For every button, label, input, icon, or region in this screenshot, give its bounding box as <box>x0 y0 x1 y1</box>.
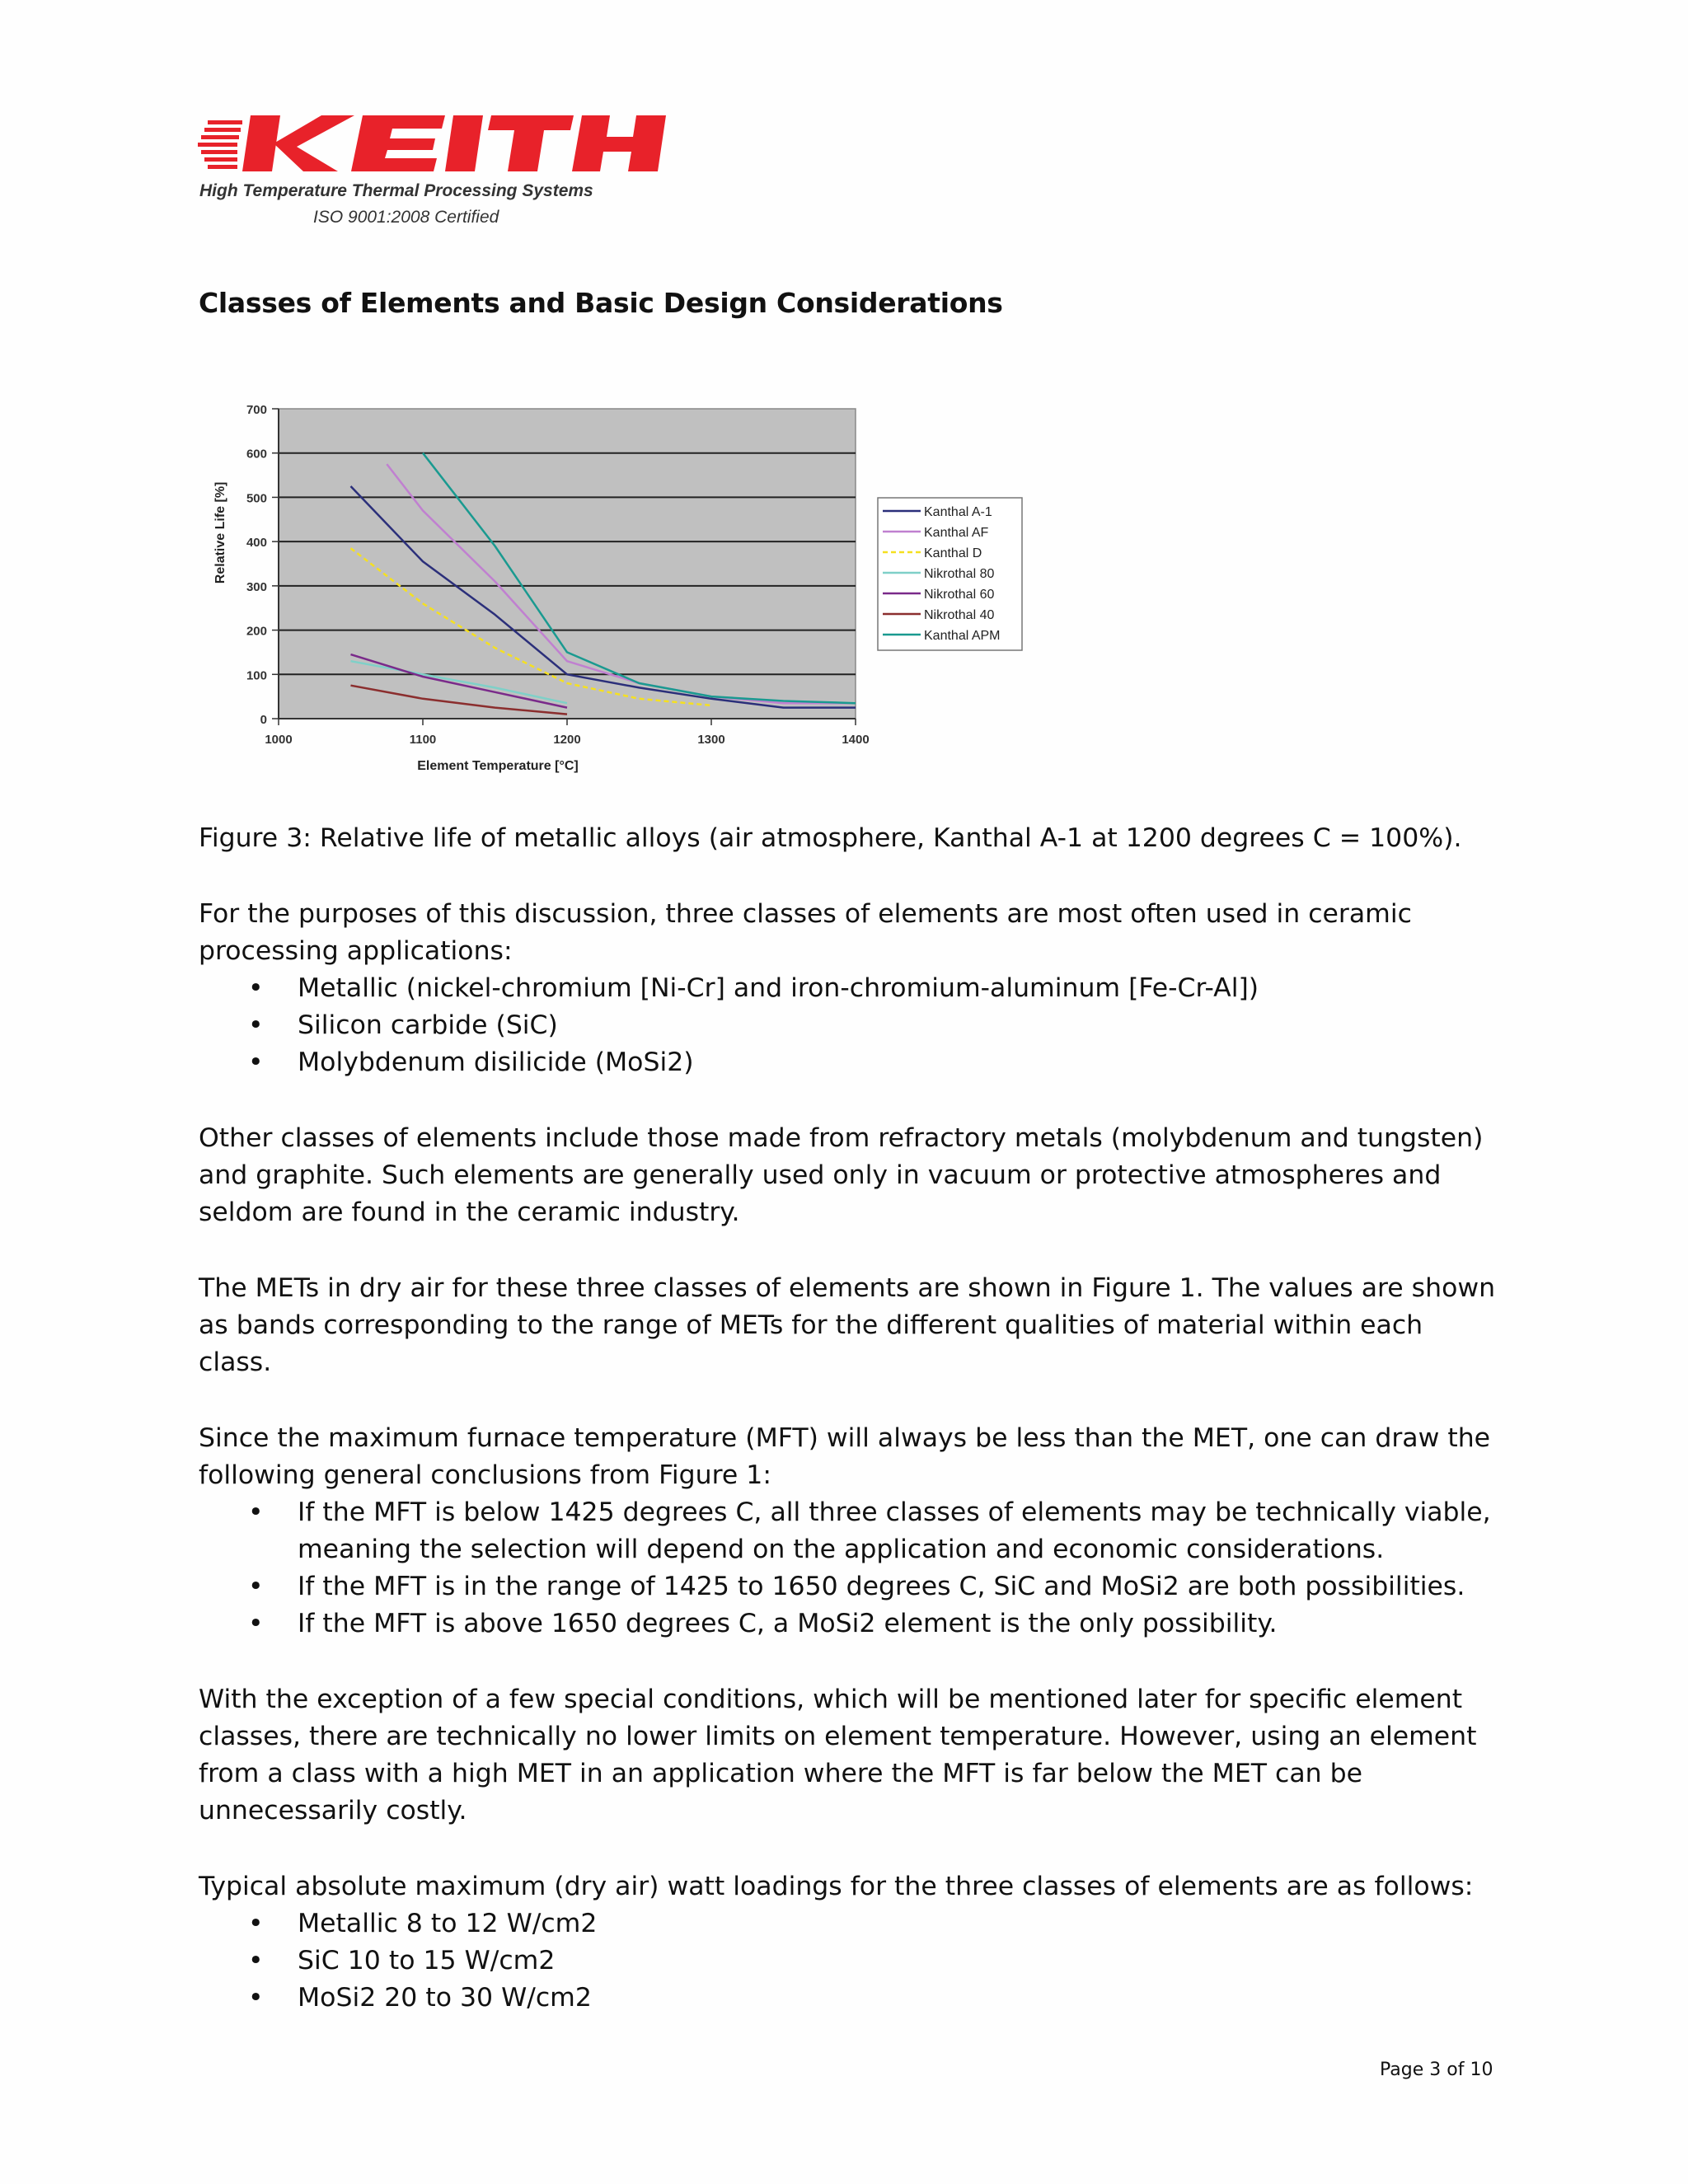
y-tick-label: 300 <box>246 579 267 594</box>
x-tick-label: 1100 <box>409 733 437 747</box>
x-tick-label: 1300 <box>697 733 725 747</box>
x-tick-label: 1400 <box>842 733 870 747</box>
legend-label: Nikrothal 60 <box>924 588 995 602</box>
y-tick-label: 200 <box>246 624 267 639</box>
list-item: • Molybdenum disilicide (MoSi2) <box>199 1044 1501 1081</box>
list-item: • SiC 10 to 15 W/cm2 <box>199 1943 1501 1980</box>
chart-canvas <box>206 394 1039 790</box>
x-tick-label: 1200 <box>553 733 581 747</box>
list-item: • MoSi2 20 to 30 W/cm2 <box>199 1980 1501 2017</box>
legend-label: Kanthal APM <box>924 629 1001 643</box>
y-tick-label: 400 <box>246 536 267 551</box>
y-tick-label: 700 <box>246 403 267 417</box>
list-item: • Silicon carbide (SiC) <box>199 1007 1501 1044</box>
element-classes-list <box>199 970 1501 1081</box>
y-tick-label: 100 <box>246 668 267 683</box>
relative-life-chart <box>206 394 1039 790</box>
document-body <box>199 820 1501 2055</box>
y-tick-label: 600 <box>246 447 267 462</box>
page-heading: Classes of Elements and Basic Design Considerations <box>199 287 1003 319</box>
iso-certification: ISO 9001:2008 Certified <box>313 208 499 227</box>
list-item: • If the MFT is in the range of 1425 to 1650 degrees C, SiC and MoSi2 are both possibilities. <box>199 1568 1501 1605</box>
company-logo <box>198 114 676 237</box>
legend-label: Kanthal A-1 <box>924 505 992 519</box>
list-item: • Metallic (nickel-chromium [Ni-Cr] and iron-chromium-aluminum [Fe-Cr-Al]) <box>199 970 1501 1007</box>
list-item: • Metallic 8 to 12 W/cm2 <box>199 1905 1501 1943</box>
legend-label: Kanthal AF <box>924 526 989 540</box>
figure-caption: Figure 3: Relative life of metallic alloys (air atmosphere, Kanthal A-1 at 1200 degrees C = 100%). <box>199 823 1462 853</box>
plot-area <box>279 409 856 719</box>
y-axis-label: Relative Life [%] <box>213 481 227 584</box>
y-tick-label: 0 <box>260 713 267 727</box>
y-tick-label: 500 <box>246 491 267 506</box>
legend-label: Kanthal D <box>924 546 982 560</box>
paragraph-lower-limits: With the exception of a few special conditions, which will be mentioned later for specific element classes, there are technically no lower limits on element temperature. However, using an element from a class with a high MET in an application where the MFT is far below the MET can be unnecessarily costly. <box>199 1685 1477 1825</box>
x-axis-label: Element Temperature [°C] <box>417 759 579 773</box>
paragraph-mft-conclusions: Since the maximum furnace temperature (MFT) will always be less than the MET, one can draw the following general conclusions from Figure 1: <box>199 1423 1491 1490</box>
mft-conclusions-list <box>199 1494 1501 1643</box>
page-number: Page 3 of 10 <box>1380 2060 1493 2080</box>
paragraph-other-classes: Other classes of elements include those made from refractory metals (molybdenum and tungsten) and graphite. Such elements are generally used only in vacuum or protective atmospheres and seldom are found in the ceramic industry. <box>199 1123 1484 1227</box>
paragraph-mets: The METs in dry air for these three classes of elements are shown in Figure 1. The values are shown as bands corresponding to the range of METs for the different qualities of material within each class. <box>199 1273 1496 1377</box>
list-item: • If the MFT is above 1650 degrees C, a MoSi2 element is the only possibility. <box>199 1605 1501 1643</box>
watt-loadings-list <box>199 1905 1501 2017</box>
list-item: • If the MFT is below 1425 degrees C, all three classes of elements may be technically viable, meaning the selection will depend on the application and economic considerations. <box>199 1494 1501 1568</box>
logo-tagline: High Temperature Thermal Processing Systems <box>199 181 593 200</box>
legend-label: Nikrothal 40 <box>924 608 995 622</box>
paragraph-watt-loadings: Typical absolute maximum (dry air) watt loadings for the three classes of elements are as follows: <box>199 1872 1474 1901</box>
paragraph-classes-intro: For the purposes of this discussion, three classes of elements are most often used in ceramic processing applications: <box>199 899 1412 966</box>
legend-label: Nikrothal 80 <box>924 567 995 581</box>
keith-wordmark-icon <box>198 114 668 180</box>
x-tick-label: 1000 <box>265 733 293 747</box>
